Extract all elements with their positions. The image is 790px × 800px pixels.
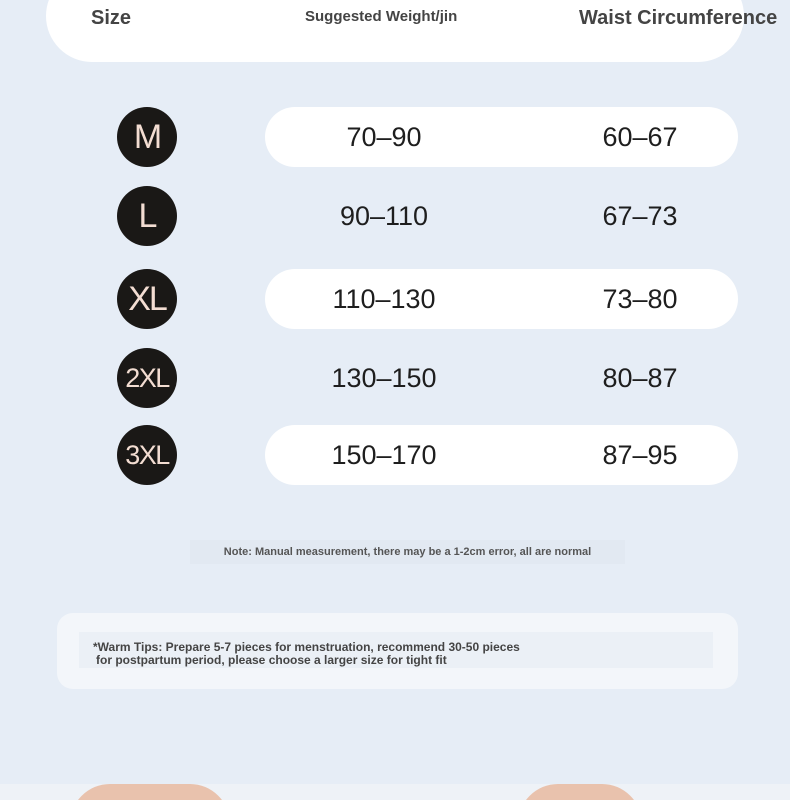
size-row-2xl	[0, 348, 790, 408]
model-photo-part	[518, 784, 642, 800]
size-badge: 3XL	[117, 425, 177, 485]
waist-range: 67–73	[602, 201, 678, 231]
size-badge: M	[117, 107, 177, 167]
header-weight: Suggested Weight/jin	[305, 8, 458, 25]
weight-range: 70–90	[346, 122, 422, 152]
weight-range: 130–150	[331, 363, 437, 393]
waist-range: 60–67	[602, 122, 678, 152]
measurement-note: Note: Manual measurement, there may be a 1-2cm error, all are normal	[190, 540, 625, 564]
size-badge: XL	[117, 269, 177, 329]
size-badge: 2XL	[117, 348, 177, 408]
waist-range: 73–80	[602, 284, 678, 314]
weight-range: 110–130	[332, 284, 436, 314]
model-photo-strip	[0, 784, 790, 800]
waist-range: 87–95	[602, 440, 678, 470]
waist-range: 80–87	[602, 363, 678, 393]
header-waist: Waist Circumference	[579, 7, 778, 29]
size-row-xl	[0, 269, 790, 329]
header-size: Size	[91, 7, 132, 29]
weight-range: 90–110	[339, 201, 429, 231]
size-row-3xl	[0, 425, 790, 485]
warm-tips-card	[57, 613, 738, 689]
warm-tips-box	[79, 632, 713, 668]
warm-tips-text	[93, 641, 520, 667]
weight-range: 150–170	[331, 440, 437, 470]
size-row-l	[0, 186, 790, 246]
warm-tips-line-2: for postpartum period, please choose a larger size for tight fit	[96, 653, 447, 667]
size-badge: L	[117, 186, 177, 246]
model-photo-part	[70, 784, 230, 800]
size-row-m	[0, 107, 790, 167]
warm-tips-line-1: *Warm Tips: Prepare 5-7 pieces for menstruation, recommend 30-50 pieces	[93, 640, 520, 654]
